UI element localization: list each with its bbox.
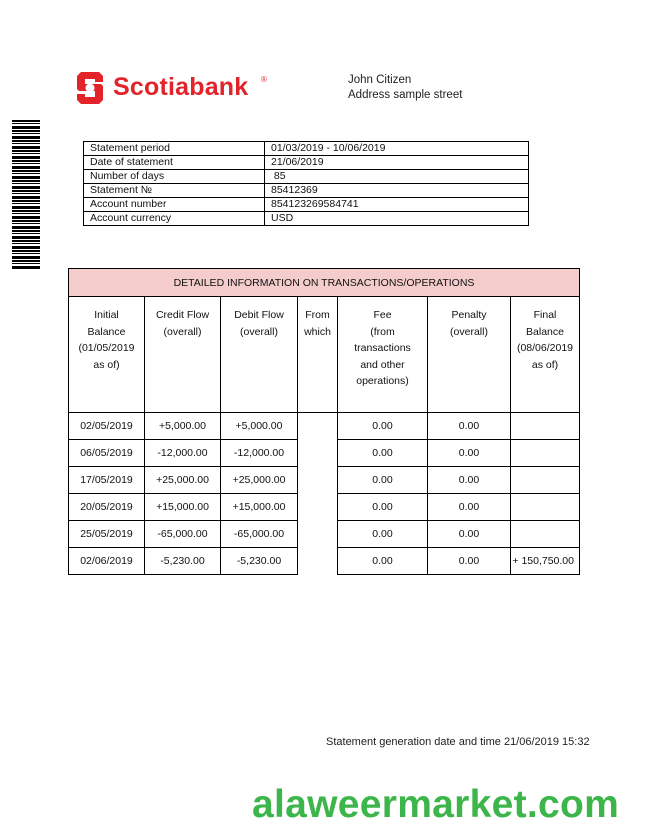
cell-debit: +5,000.00 [221, 413, 298, 440]
info-label: Statement № [84, 184, 265, 198]
header-line: which [304, 325, 331, 338]
cell-debit: -12,000.00 [221, 440, 298, 467]
cell-penalty: 0.00 [428, 440, 511, 467]
info-label: Date of statement [84, 156, 265, 170]
info-row [84, 198, 529, 212]
bank-name: Scotiabank [113, 73, 249, 101]
scotiabank-s-icon [75, 70, 105, 106]
info-row [84, 170, 529, 184]
header-line: (overall) [163, 325, 202, 338]
cell-from-which [298, 467, 338, 494]
cell-credit: -5,230.00 [145, 548, 221, 575]
cell-penalty: 0.00 [428, 521, 511, 548]
info-row [84, 156, 529, 170]
statement-info-table [83, 141, 529, 226]
header-line: Balance [87, 325, 126, 338]
cell-final-balance [511, 413, 580, 440]
info-label: Statement period [84, 142, 265, 156]
header-line: Credit Flow [155, 309, 210, 321]
customer-address: Address sample street [348, 89, 463, 101]
col-final-balance [511, 297, 580, 413]
header-line: Penalty [451, 309, 487, 321]
cell-fee: 0.00 [338, 440, 428, 467]
header-line: Balance [526, 325, 564, 338]
cell-credit: +15,000.00 [145, 494, 221, 521]
generation-timestamp: Statement generation date and time 21/06/2019 15:32 [326, 736, 590, 748]
cell-final-balance: + 150,750.00 [511, 548, 580, 575]
cell-final-balance [511, 440, 580, 467]
header-line: (overall) [450, 325, 488, 338]
transaction-row [69, 413, 580, 440]
info-label: Account currency [84, 212, 265, 226]
info-value: 21/06/2019 [265, 156, 529, 170]
cell-credit: -12,000.00 [145, 440, 221, 467]
customer-name: John Citizen [348, 74, 412, 86]
cell-fee: 0.00 [338, 413, 428, 440]
header-line: and other [360, 358, 405, 371]
info-row [84, 212, 529, 226]
transaction-row [69, 521, 580, 548]
cell-from-which [298, 521, 338, 548]
header-line: (from [370, 325, 395, 338]
col-initial-balance [69, 297, 145, 413]
info-value: 01/03/2019 - 10/06/2019 [265, 142, 529, 156]
transaction-row [69, 467, 580, 494]
header-line: as of) [93, 358, 120, 371]
cell-fee: 0.00 [338, 494, 428, 521]
transaction-row [69, 494, 580, 521]
cell-debit: +15,000.00 [221, 494, 298, 521]
col-credit-flow [145, 297, 221, 413]
cell-debit: +25,000.00 [221, 467, 298, 494]
header-line: From [305, 309, 330, 321]
info-value: 854123269584741 [265, 198, 529, 212]
header-line: (overall) [240, 325, 278, 338]
cell-debit: -65,000.00 [221, 521, 298, 548]
header-line: Initial [94, 309, 119, 321]
header-line: Fee [373, 309, 392, 321]
info-label: Number of days [84, 170, 265, 184]
cell-from-which [298, 413, 338, 440]
col-fee [338, 297, 428, 413]
cell-date: 17/05/2019 [69, 467, 145, 494]
header-line: as of) [531, 358, 559, 371]
cell-credit: -65,000.00 [145, 521, 221, 548]
registered-mark: ® [261, 75, 267, 84]
cell-penalty: 0.00 [428, 548, 511, 575]
cell-fee: 0.00 [338, 467, 428, 494]
customer-address-block [348, 73, 462, 103]
barcode [12, 120, 40, 270]
col-debit-flow [221, 297, 298, 413]
info-value: 85 [265, 170, 529, 184]
transaction-row [69, 548, 580, 575]
transactions-title: DETAILED INFORMATION ON TRANSACTIONS/OPERATIONS [69, 269, 580, 297]
col-penalty [428, 297, 511, 413]
info-label: Account number [84, 198, 265, 212]
header-line: (08/06/2019 [516, 342, 574, 354]
info-value: 85412369 [265, 184, 529, 198]
watermark: alaweermarket.com [252, 783, 620, 826]
cell-credit: +25,000.00 [145, 467, 221, 494]
cell-date: 06/05/2019 [69, 440, 145, 467]
cell-penalty: 0.00 [428, 494, 511, 521]
cell-date: 25/05/2019 [69, 521, 145, 548]
cell-from-which [298, 548, 338, 575]
cell-date: 02/06/2019 [69, 548, 145, 575]
info-value: USD [265, 212, 529, 226]
header-line: operations) [356, 375, 409, 387]
transactions-table [68, 268, 580, 575]
header-line: Final [533, 309, 557, 321]
cell-penalty: 0.00 [428, 467, 511, 494]
cell-penalty: 0.00 [428, 413, 511, 440]
info-row [84, 142, 529, 156]
cell-final-balance [511, 494, 580, 521]
header-line: transactions [354, 342, 411, 354]
cell-fee: 0.00 [338, 521, 428, 548]
col-from-which [298, 297, 338, 413]
cell-date: 02/05/2019 [69, 413, 145, 440]
transaction-row [69, 440, 580, 467]
cell-date: 20/05/2019 [69, 494, 145, 521]
header-line: Debit Flow [234, 309, 284, 321]
cell-from-which [298, 494, 338, 521]
cell-fee: 0.00 [338, 548, 428, 575]
info-row [84, 184, 529, 198]
cell-credit: +5,000.00 [145, 413, 221, 440]
cell-final-balance [511, 467, 580, 494]
bank-logo [75, 70, 275, 110]
cell-from-which [298, 440, 338, 467]
cell-debit: -5,230.00 [221, 548, 298, 575]
cell-final-balance [511, 521, 580, 548]
header-line: (01/05/2019 [78, 342, 135, 354]
